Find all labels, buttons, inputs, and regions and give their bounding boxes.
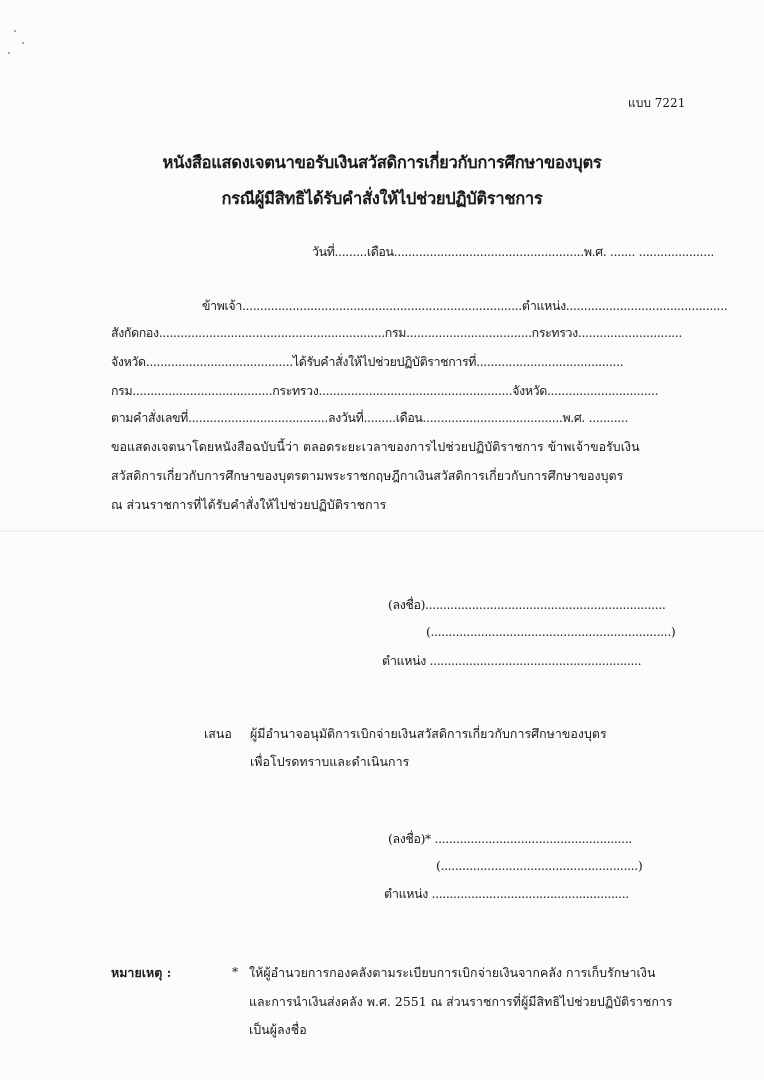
declaration-line: ณ ส่วนราชการที่ได้รับคำสั่งให้ไปช่วยปฏิบัติราชการ — [111, 497, 387, 512]
note-line: เป็นผู้ลงชื่อ — [249, 1022, 307, 1037]
signature-name-line: (...................................................................) — [426, 624, 676, 639]
field-order-number: ตามคำสั่งเลขที่.......................................ลงวันที่.........เดือน.......................................พ.ศ. ........... — [111, 410, 629, 425]
form-number: แบบ 7221 — [628, 96, 686, 110]
date-line: วันที่.........เดือน.....................................................พ.ศ. ....... ..................... — [312, 244, 715, 259]
proposal-label: เสนอ — [204, 726, 232, 741]
scan-speck — [14, 30, 16, 32]
document-subtitle: กรณีผู้มีสิทธิได้รับคำสั่งให้ไปช่วยปฏิบัติราชการ — [221, 189, 543, 208]
field-division-department: สังกัดกอง...............................................................กรม...................................กระทรวง............................. — [111, 325, 682, 340]
field-province-assignment: จังหวัด.........................................ได้รับคำสั่งให้ไปช่วยปฏิบัติราชการที่......................................... — [111, 354, 624, 369]
proposal-line: เพื่อโปรดทราบและดำเนินการ — [250, 754, 410, 769]
scan-speck — [8, 52, 10, 54]
scan-speck — [22, 42, 24, 44]
note-marker: * — [232, 964, 239, 979]
declaration-line: สวัสดิการเกี่ยวกับการศึกษาของบุตรตามพระราชกฤษฎีกาเงินสวัสดิการเกี่ยวกับการศึกษาของบุตร — [111, 468, 624, 483]
proposal-line: ผู้มีอำนาจอนุมัติการเบิกจ่ายเงินสวัสดิการเกี่ยวกับการศึกษาของบุตร — [250, 726, 607, 741]
field-department-ministry: กรม.......................................กระทรวง......................................................จังหวัด............................... — [111, 383, 659, 398]
signature-line: (ลงชื่อ)................................................................... — [388, 597, 666, 612]
approver-signature-line: (ลงชื่อ)* ....................................................... — [388, 831, 632, 846]
declaration-line: ขอแสดงเจตนาโดยหนังสือฉบับนี้ว่า ตลอดระยะเวลาของการไปช่วยปฏิบัติราชการ ข้าพเจ้าขอรับเงิน — [111, 439, 640, 454]
note-label: หมายเหตุ : — [111, 965, 172, 980]
document-title: หนังสือแสดงเจตนาขอรับเงินสวัสดิการเกี่ยวกับการศึกษาของบุตร — [162, 153, 602, 172]
approver-name-line: (.......................................................) — [436, 858, 643, 873]
note-line: และการนำเงินส่งคลัง พ.ศ. 2551 ณ ส่วนราชการที่ผู้มีสิทธิไปช่วยปฏิบัติราชการ — [249, 994, 673, 1009]
approver-position-line: ตำแหน่ง ....................................................... — [384, 886, 629, 901]
note-line: ให้ผู้อำนวยการกองคลังตามระเบียบการเบิกจ่ายเงินจากคลัง การเก็บรักษาเงิน — [249, 965, 656, 980]
paper-fold-line — [0, 530, 764, 532]
signature-position-line: ตำแหน่ง ........................................................... — [382, 653, 642, 668]
field-name-position: ข้าพเจ้า..............................................................................ตำแหน่ง............................................. — [202, 298, 728, 313]
